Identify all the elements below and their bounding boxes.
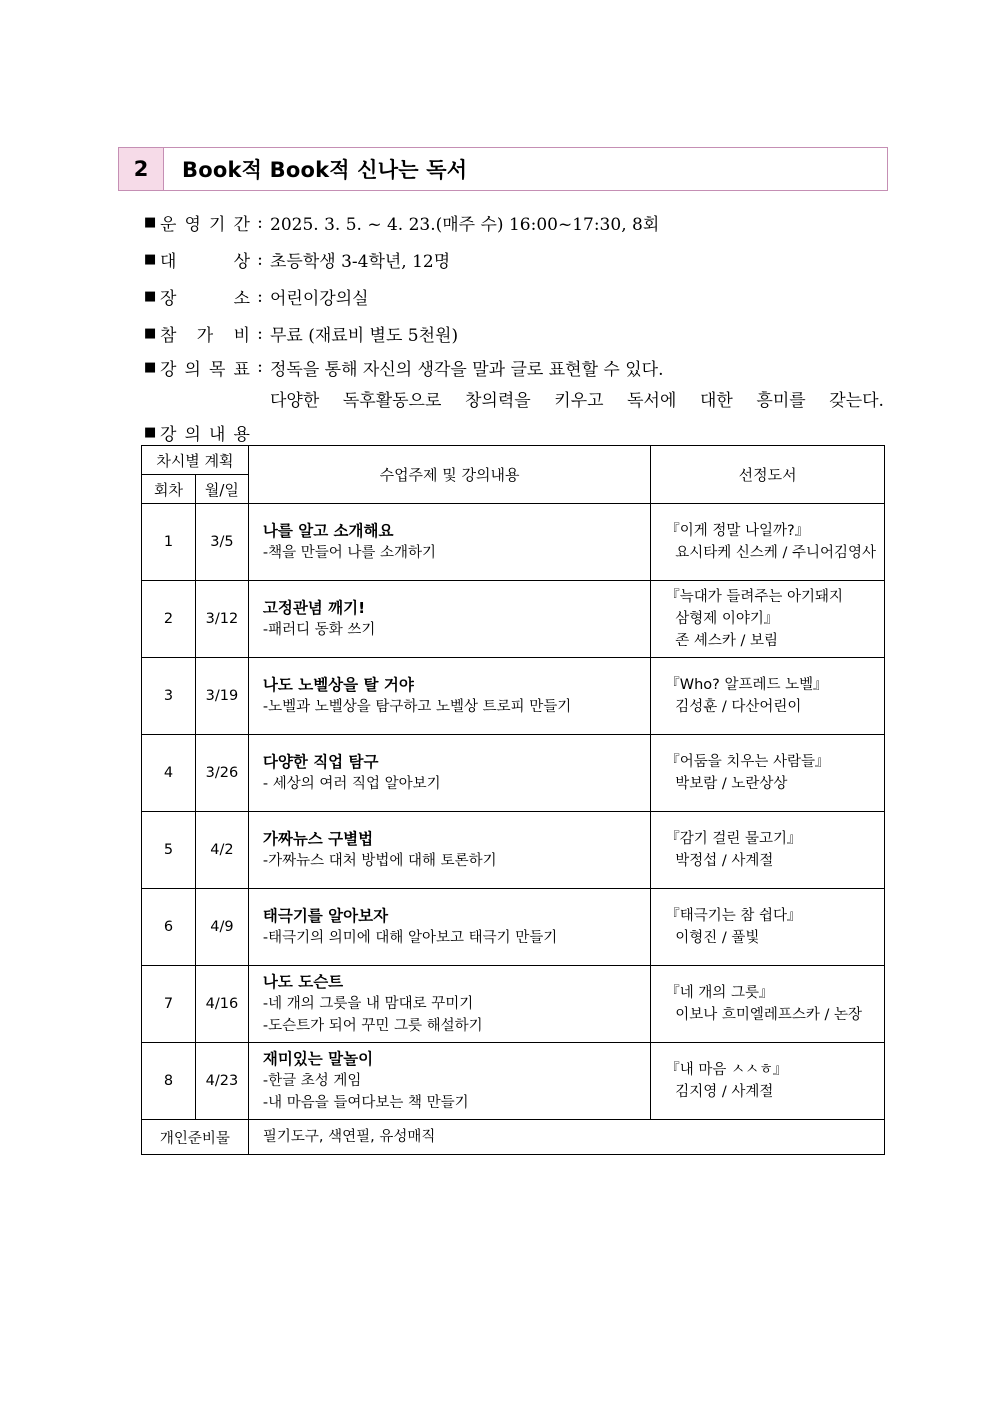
book-line: 박정섭 / 사계절	[675, 853, 774, 869]
session-topic	[248, 1043, 650, 1120]
info-value: 정독을 통해 자신의 생각을 말과 글로 표현할 수 있다.	[270, 359, 664, 380]
table-row	[142, 581, 885, 658]
book-line: 존 셰스카 / 보림	[675, 633, 779, 649]
info-colon: :	[257, 212, 263, 233]
info-label	[160, 284, 250, 309]
session-detail: -노벨과 노벨상을 탐구하고 노벨상 트로피 만들기	[262, 699, 572, 715]
session-topic	[248, 581, 650, 658]
session-date: 4/2	[195, 812, 248, 889]
section-title: Book적 Book적 신나는 독서	[182, 158, 468, 182]
table-row	[142, 504, 885, 581]
info-label	[160, 355, 250, 380]
book-line: 『Who? 알프레드 노벨』	[665, 677, 828, 693]
info-label-char: 강	[160, 359, 177, 380]
book-line: 『태극기는 참 쉽다』	[665, 908, 802, 924]
info-row	[144, 315, 884, 352]
book-line: 『감기 걸린 물고기』	[665, 831, 802, 847]
session-number: 3	[142, 658, 196, 735]
info-value: 다양한 독후활동으로 창의력을 키우고 독서에 대한 흥미를 갖는다.	[270, 390, 884, 411]
session-number: 2	[142, 581, 196, 658]
book-line: 요시타케 신스케 / 주니어김영사	[675, 545, 877, 561]
header-book: 선정도서	[651, 446, 885, 504]
bullet-icon: ■	[144, 326, 157, 341]
header-topic: 수업주제 및 강의내용	[248, 446, 650, 504]
info-label-char: 참	[160, 326, 177, 346]
session-title: 다양한 직업 탐구	[262, 753, 379, 771]
session-detail: -도슨트가 되어 꾸민 그릇 해설하기	[262, 1018, 483, 1034]
book-line: 김지영 / 사계절	[675, 1084, 774, 1100]
info-label-char: 의	[184, 425, 201, 445]
session-date: 3/5	[195, 504, 248, 581]
session-date: 4/9	[195, 889, 248, 966]
header-plan: 차시별 계획	[142, 446, 249, 475]
session-title: 태극기를 알아보자	[262, 907, 389, 925]
session-book	[651, 504, 885, 581]
info-label-char: 상	[233, 252, 250, 272]
session-book	[651, 1043, 885, 1120]
book-line: 『이게 정말 나일까?』	[665, 523, 810, 539]
bullet-icon: ■	[144, 289, 157, 304]
info-label	[160, 420, 250, 445]
session-topic	[248, 504, 650, 581]
schedule-table	[141, 445, 885, 1155]
session-number: 1	[142, 504, 196, 581]
info-row	[144, 204, 884, 241]
bullet-icon: ■	[144, 359, 157, 375]
session-date: 3/12	[195, 581, 248, 658]
info-value: 2025. 3. 5. ~ 4. 23.(매주 수) 16:00~17:30, 8회	[270, 215, 660, 235]
info-label-char: 대	[160, 252, 177, 272]
session-detail: -한글 초성 게임	[262, 1073, 362, 1089]
book-line: 김성훈 / 다산어린이	[675, 699, 802, 715]
table-row	[142, 658, 885, 735]
header-date: 월/일	[195, 475, 248, 504]
session-date: 3/19	[195, 658, 248, 735]
info-label-char: 간	[233, 215, 250, 235]
info-label-char: 내	[209, 425, 226, 445]
book-line: 『네 개의 그릇』	[665, 985, 774, 1001]
session-topic	[248, 889, 650, 966]
session-title: 나도 노벨상을 탈 거야	[262, 676, 414, 694]
info-label	[160, 321, 250, 346]
book-line: 『내 마음 ㅅㅅㅎ』	[665, 1062, 788, 1078]
footer-label: 개인준비물	[142, 1120, 249, 1155]
info-colon: :	[257, 286, 263, 307]
session-title: 가짜뉴스 구별법	[262, 830, 374, 848]
info-row	[144, 241, 884, 278]
session-detail: -태극기의 의미에 대해 알아보고 태극기 만들기	[262, 930, 558, 946]
session-book	[651, 966, 885, 1043]
header-session: 회차	[142, 475, 196, 504]
info-label-char: 강	[160, 425, 177, 445]
session-number: 8	[142, 1043, 196, 1120]
session-book	[651, 581, 885, 658]
info-colon: :	[257, 357, 263, 377]
table-row	[142, 889, 885, 966]
book-line: 『어둠을 치우는 사람들』	[665, 754, 830, 770]
session-number: 6	[142, 889, 196, 966]
info-label	[160, 210, 250, 235]
bullet-icon: ■	[144, 425, 157, 440]
table-row	[142, 735, 885, 812]
session-date: 4/16	[195, 966, 248, 1043]
section-number: 2	[119, 148, 164, 190]
book-line: 박보람 / 노란상상	[675, 776, 788, 792]
info-label-char: 장	[160, 289, 177, 309]
session-title: 나도 도슨트	[262, 973, 344, 991]
session-number: 5	[142, 812, 196, 889]
info-row	[144, 352, 884, 382]
table-row	[142, 966, 885, 1043]
session-topic	[248, 966, 650, 1043]
info-label-char: 영	[184, 215, 201, 235]
book-line: 『늑대가 들려주는 아기돼지	[665, 589, 844, 605]
info-label-char: 가	[196, 326, 214, 346]
info-label-char: 의	[184, 359, 201, 380]
info-label-char: 비	[233, 326, 250, 346]
session-detail: -네 개의 그릇을 내 맘대로 꾸미기	[262, 996, 474, 1012]
info-colon: :	[257, 249, 263, 270]
info-label-char: 표	[233, 359, 250, 380]
session-title: 고정관념 깨기!	[262, 599, 366, 617]
book-line: 이보나 흐미엘레프스카 / 논장	[675, 1007, 863, 1023]
bullet-icon: ■	[144, 215, 157, 230]
session-book	[651, 735, 885, 812]
session-detail: -내 마음을 들여다보는 책 만들기	[262, 1095, 469, 1111]
session-title: 나를 알고 소개해요	[262, 522, 394, 540]
session-number: 7	[142, 966, 196, 1043]
session-topic	[248, 812, 650, 889]
session-topic	[248, 658, 650, 735]
book-line: 삼형제 이야기』	[675, 611, 779, 627]
footer-value: 필기도구, 색연필, 유성매직	[248, 1120, 884, 1155]
session-book	[651, 889, 885, 966]
book-line: 이형진 / 풀빛	[675, 930, 760, 946]
session-date: 3/26	[195, 735, 248, 812]
info-label	[160, 247, 250, 272]
session-detail: -패러디 동화 쓰기	[262, 622, 376, 638]
info-value: 어린이강의실	[270, 289, 369, 309]
session-book	[651, 658, 885, 735]
info-colon: :	[257, 323, 263, 344]
info-label-char: 목	[209, 359, 226, 380]
session-book	[651, 812, 885, 889]
info-value: 초등학생 3-4학년, 12명	[270, 252, 451, 272]
info-label-char: 소	[233, 289, 250, 309]
info-label-char: 운	[160, 215, 177, 235]
session-date: 4/23	[195, 1043, 248, 1120]
info-label-char: 기	[209, 215, 226, 235]
session-detail: -책을 만들어 나를 소개하기	[262, 545, 437, 561]
info-row	[144, 382, 884, 414]
session-detail: - 세상의 여러 직업 알아보기	[262, 776, 441, 792]
session-number: 4	[142, 735, 196, 812]
session-detail: -가짜뉴스 대처 방법에 대해 토론하기	[262, 853, 497, 869]
info-row	[144, 278, 884, 315]
section-header	[118, 147, 888, 191]
info-value: 무료 (재료비 별도 5천원)	[270, 326, 459, 346]
bullet-icon: ■	[144, 252, 157, 267]
table-row	[142, 1043, 885, 1120]
info-label-char: 용	[233, 425, 250, 445]
program-info	[144, 204, 884, 451]
session-topic	[248, 735, 650, 812]
session-title: 재미있는 말놀이	[262, 1050, 374, 1068]
table-row	[142, 812, 885, 889]
